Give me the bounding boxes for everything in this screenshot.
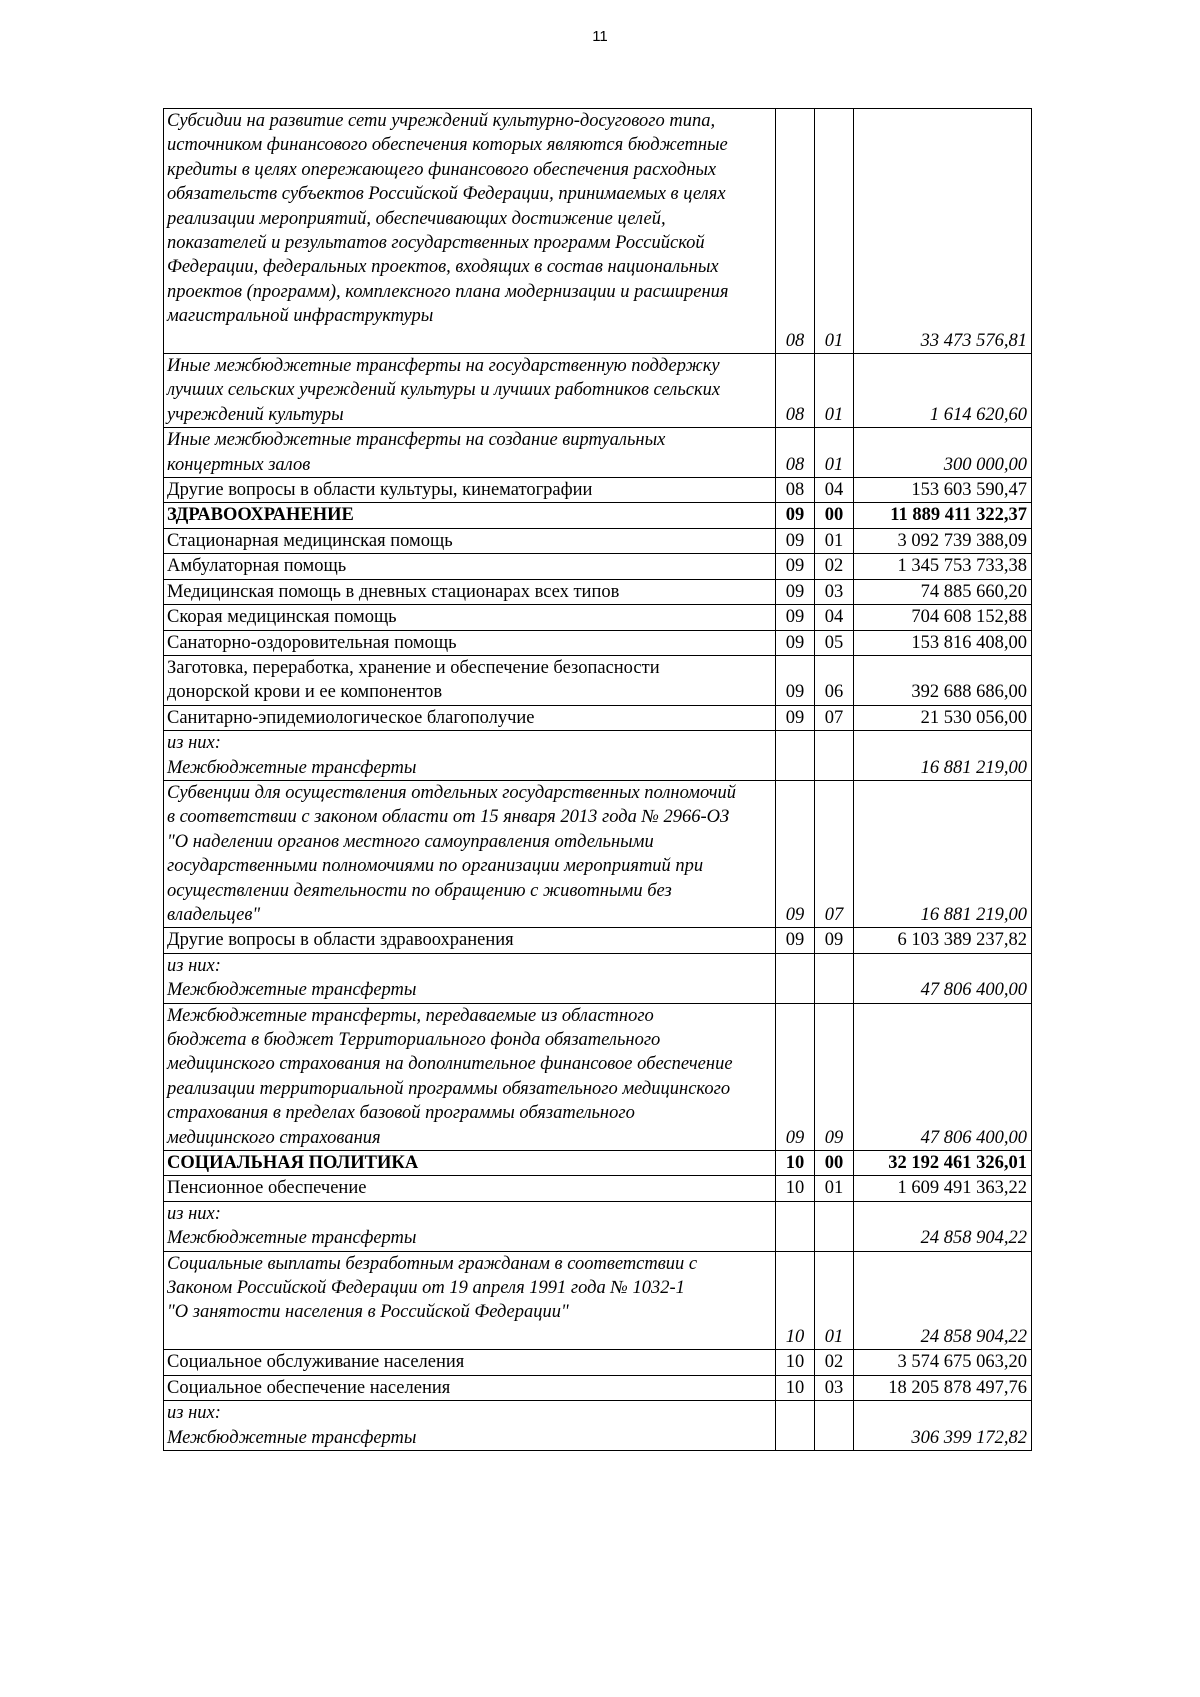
row-description bbox=[164, 1376, 776, 1400]
section-code: 08 bbox=[776, 354, 815, 427]
description-line: донорской крови и ее компонентов bbox=[167, 682, 443, 703]
table-row bbox=[164, 954, 1031, 1004]
section-code: 09 bbox=[776, 928, 815, 952]
table-row bbox=[164, 554, 1031, 579]
description-line: бюджета в бюджет Территориального фонда обязательного bbox=[167, 1030, 661, 1051]
amount: 11 889 411 322,37 bbox=[890, 505, 1027, 526]
description-line: Стационарная медицинская помощь bbox=[167, 530, 453, 551]
description-line: Скорая медицинская помощь bbox=[167, 607, 397, 628]
description-line: Амбулаторная помощь bbox=[167, 556, 347, 577]
description-line: осуществлении деятельности по обращению с животными без bbox=[167, 880, 672, 901]
subsection-code: 02 bbox=[815, 1350, 854, 1374]
row-description bbox=[164, 478, 776, 502]
amount: 300 000,00 bbox=[943, 454, 1027, 475]
amount: 16 881 219,00 bbox=[920, 757, 1027, 778]
description-line: Социальные выплаты безработным гражданам в соответствии с bbox=[167, 1253, 698, 1274]
amount: 1 614 620,60 bbox=[929, 404, 1027, 425]
description-line: Другие вопросы в области здравоохранения bbox=[167, 930, 514, 951]
table-row bbox=[164, 656, 1031, 706]
section-code: 10 bbox=[776, 1350, 815, 1374]
description-line: источником финансового обеспечения которых являются бюджетные bbox=[167, 135, 728, 156]
row-description bbox=[164, 656, 776, 705]
table-row bbox=[164, 354, 1031, 428]
subsection-code: 03 bbox=[815, 580, 854, 604]
section-code bbox=[776, 1202, 815, 1251]
row-description bbox=[164, 1252, 776, 1350]
amount: 3 574 675 063,20 bbox=[897, 1352, 1027, 1373]
description-line: реализации мероприятий, обеспечивающих достижение целей, bbox=[167, 208, 666, 229]
budget-table bbox=[163, 108, 1032, 1451]
description-line: Социальное обслуживание населения bbox=[167, 1352, 465, 1373]
description-line: концертных залов bbox=[167, 454, 311, 475]
row-description bbox=[164, 1202, 776, 1251]
amount: 33 473 576,81 bbox=[920, 330, 1027, 351]
section-code: 09 bbox=[776, 656, 815, 705]
subsection-code: 02 bbox=[815, 554, 854, 578]
description-line: Заготовка, переработка, хранение и обеспечение безопасности bbox=[167, 657, 660, 678]
description-line: Законом Российской Федерации от 19 апреля 1991 года № 1032-1 bbox=[167, 1278, 685, 1299]
subsection-code bbox=[815, 954, 854, 1003]
subsection-code: 01 bbox=[815, 529, 854, 553]
amount: 24 858 904,22 bbox=[920, 1228, 1027, 1249]
description-line: Межбюджетные трансферты bbox=[167, 1228, 417, 1249]
row-description bbox=[164, 109, 776, 353]
section-code: 09 bbox=[776, 503, 815, 527]
section-code: 09 bbox=[776, 706, 815, 730]
section-code: 09 bbox=[776, 529, 815, 553]
amount: 3 092 739 388,09 bbox=[897, 530, 1027, 551]
description-line: государственными полномочиями по организации мероприятий при bbox=[167, 856, 704, 877]
table-row bbox=[164, 706, 1031, 731]
table-row bbox=[164, 631, 1031, 656]
description-line: Иные межбюджетные трансферты на создание виртуальных bbox=[167, 430, 666, 451]
table-row bbox=[164, 1176, 1031, 1201]
description-line: реализации территориальной программы обязательного медицинского bbox=[167, 1078, 731, 1099]
subsection-code: 01 bbox=[815, 354, 854, 427]
description-line: учреждений культуры bbox=[167, 404, 344, 425]
description-line: Другие вопросы в области культуры, кинематографии bbox=[167, 480, 593, 501]
section-code bbox=[776, 731, 815, 780]
subsection-code: 00 bbox=[815, 503, 854, 527]
amount: 392 688 686,00 bbox=[911, 682, 1027, 703]
row-description bbox=[164, 503, 776, 527]
amount: 306 399 172,82 bbox=[911, 1427, 1027, 1448]
description-line: СОЦИАЛЬНАЯ ПОЛИТИКА bbox=[167, 1153, 419, 1174]
amount: 32 192 461 326,01 bbox=[888, 1153, 1027, 1174]
description-line: медицинского страхования bbox=[167, 1127, 381, 1148]
description-line: Межбюджетные трансферты, передаваемые из областного bbox=[167, 1005, 654, 1026]
subsection-code: 01 bbox=[815, 1176, 854, 1200]
amount: 1 609 491 363,22 bbox=[897, 1178, 1027, 1199]
section-code: 09 bbox=[776, 781, 815, 927]
description-line: из них: bbox=[167, 1403, 221, 1424]
description-line: Пенсионное обеспечение bbox=[167, 1178, 367, 1199]
table-row bbox=[164, 1202, 1031, 1252]
table-row bbox=[164, 1004, 1031, 1151]
row-description bbox=[164, 529, 776, 553]
subsection-code: 07 bbox=[815, 706, 854, 730]
page-number: 11 bbox=[592, 28, 608, 45]
description-line: Медицинская помощь в дневных стационарах всех типов bbox=[167, 581, 620, 602]
amount: 6 103 389 237,82 bbox=[897, 930, 1027, 951]
section-code bbox=[776, 954, 815, 1003]
description-line: Санитарно-эпидемиологическое благополучие bbox=[167, 707, 535, 728]
amount: 24 858 904,22 bbox=[920, 1326, 1027, 1347]
table-row bbox=[164, 781, 1031, 928]
section-code: 09 bbox=[776, 1004, 815, 1150]
description-line: Иные межбюджетные трансферты на государственную поддержку bbox=[167, 356, 720, 377]
section-code: 10 bbox=[776, 1252, 815, 1350]
amount: 74 885 660,20 bbox=[920, 581, 1027, 602]
row-description bbox=[164, 1004, 776, 1150]
subsection-code: 01 bbox=[815, 109, 854, 353]
row-description bbox=[164, 631, 776, 655]
description-line: Межбюджетные трансферты bbox=[167, 980, 417, 1001]
row-description bbox=[164, 1401, 776, 1450]
row-description bbox=[164, 1151, 776, 1175]
section-code: 08 bbox=[776, 478, 815, 502]
description-line: в соответствии с законом области от 15 января 2013 года № 2966-ОЗ bbox=[167, 807, 730, 828]
description-line: Межбюджетные трансферты bbox=[167, 757, 417, 778]
description-line: страхования в пределах базовой программы обязательного bbox=[167, 1103, 635, 1124]
subsection-code: 00 bbox=[815, 1151, 854, 1175]
subsection-code bbox=[815, 731, 854, 780]
subsection-code: 01 bbox=[815, 1252, 854, 1350]
section-code: 08 bbox=[776, 428, 815, 477]
description-line: "О занятости населения в Российской Федерации" bbox=[167, 1302, 569, 1323]
description-line: владельцев" bbox=[167, 904, 261, 925]
row-description bbox=[164, 1350, 776, 1374]
description-line: лучших сельских учреждений культуры и лучших работников сельских bbox=[167, 380, 721, 401]
row-description bbox=[164, 554, 776, 578]
row-description bbox=[164, 354, 776, 427]
amount: 47 806 400,00 bbox=[920, 980, 1027, 1001]
subsection-code: 03 bbox=[815, 1376, 854, 1400]
description-line: из них: bbox=[167, 733, 221, 754]
description-line: магистральной инфраструктуры bbox=[167, 306, 434, 327]
amount: 153 603 590,47 bbox=[911, 480, 1027, 501]
section-code: 08 bbox=[776, 109, 815, 353]
description-line: Субвенции для осуществления отдельных государственных полномочий bbox=[167, 782, 737, 803]
description-line: Санаторно-оздоровительная помощь bbox=[167, 632, 457, 653]
section-code: 10 bbox=[776, 1176, 815, 1200]
description-line: "О наделении органов местного самоуправления отдельными bbox=[167, 831, 654, 852]
subsection-code: 07 bbox=[815, 781, 854, 927]
subsection-code bbox=[815, 1202, 854, 1251]
section-code: 10 bbox=[776, 1151, 815, 1175]
amount: 21 530 056,00 bbox=[920, 707, 1027, 728]
description-line: Федерации, федеральных проектов, входящих в состав национальных bbox=[167, 257, 719, 278]
row-description bbox=[164, 731, 776, 780]
description-line: медицинского страхования на дополнительное финансовое обеспечение bbox=[167, 1054, 733, 1075]
row-description bbox=[164, 954, 776, 1003]
row-description bbox=[164, 928, 776, 952]
amount: 18 205 878 497,76 bbox=[888, 1377, 1027, 1398]
table-row bbox=[164, 1350, 1031, 1375]
description-line: Межбюджетные трансферты bbox=[167, 1427, 417, 1448]
row-description bbox=[164, 605, 776, 629]
section-code: 09 bbox=[776, 605, 815, 629]
description-line: из них: bbox=[167, 1203, 221, 1224]
subsection-code: 01 bbox=[815, 428, 854, 477]
table-row bbox=[164, 580, 1031, 605]
description-line: Социальное обеспечение населения bbox=[167, 1377, 451, 1398]
description-line: кредиты в целях опережающего финансового обеспечения расходных bbox=[167, 159, 717, 180]
description-line: показателей и результатов государственных программ Российской bbox=[167, 233, 705, 254]
subsection-code: 09 bbox=[815, 1004, 854, 1150]
amount: 153 816 408,00 bbox=[911, 632, 1027, 653]
row-description bbox=[164, 580, 776, 604]
subsection-code: 05 bbox=[815, 631, 854, 655]
section-code: 09 bbox=[776, 554, 815, 578]
subsection-code: 06 bbox=[815, 656, 854, 705]
table-row bbox=[164, 503, 1031, 528]
amount: 704 608 152,88 bbox=[911, 607, 1027, 628]
section-code: 09 bbox=[776, 631, 815, 655]
table-row bbox=[164, 478, 1031, 503]
table-row bbox=[164, 428, 1031, 478]
subsection-code: 04 bbox=[815, 478, 854, 502]
table-row bbox=[164, 731, 1031, 781]
amount: 1 345 753 733,38 bbox=[897, 556, 1027, 577]
amount: 16 881 219,00 bbox=[920, 904, 1027, 925]
amount: 47 806 400,00 bbox=[920, 1127, 1027, 1148]
row-description bbox=[164, 781, 776, 927]
description-line: обязательств субъектов Российской Федерации, принимаемых в целях bbox=[167, 184, 726, 205]
table-row bbox=[164, 605, 1031, 630]
description-line: проектов (программ), комплексного плана модернизации и расширения bbox=[167, 281, 729, 302]
description-line: из них: bbox=[167, 955, 221, 976]
table-row bbox=[164, 1151, 1031, 1176]
section-code: 10 bbox=[776, 1376, 815, 1400]
description-line: ЗДРАВООХРАНЕНИЕ bbox=[167, 505, 354, 526]
row-description bbox=[164, 1176, 776, 1200]
subsection-code bbox=[815, 1401, 854, 1450]
subsection-code: 04 bbox=[815, 605, 854, 629]
subsection-code: 09 bbox=[815, 928, 854, 952]
table-row bbox=[164, 1376, 1031, 1401]
section-code bbox=[776, 1401, 815, 1450]
table-row bbox=[164, 1401, 1031, 1451]
table-row bbox=[164, 109, 1031, 354]
table-row bbox=[164, 928, 1031, 953]
description-line: Субсидии на развитие сети учреждений культурно-досугового типа, bbox=[167, 111, 716, 131]
row-description bbox=[164, 706, 776, 730]
table-row bbox=[164, 1252, 1031, 1351]
row-description bbox=[164, 428, 776, 477]
section-code: 09 bbox=[776, 580, 815, 604]
table-row bbox=[164, 529, 1031, 554]
